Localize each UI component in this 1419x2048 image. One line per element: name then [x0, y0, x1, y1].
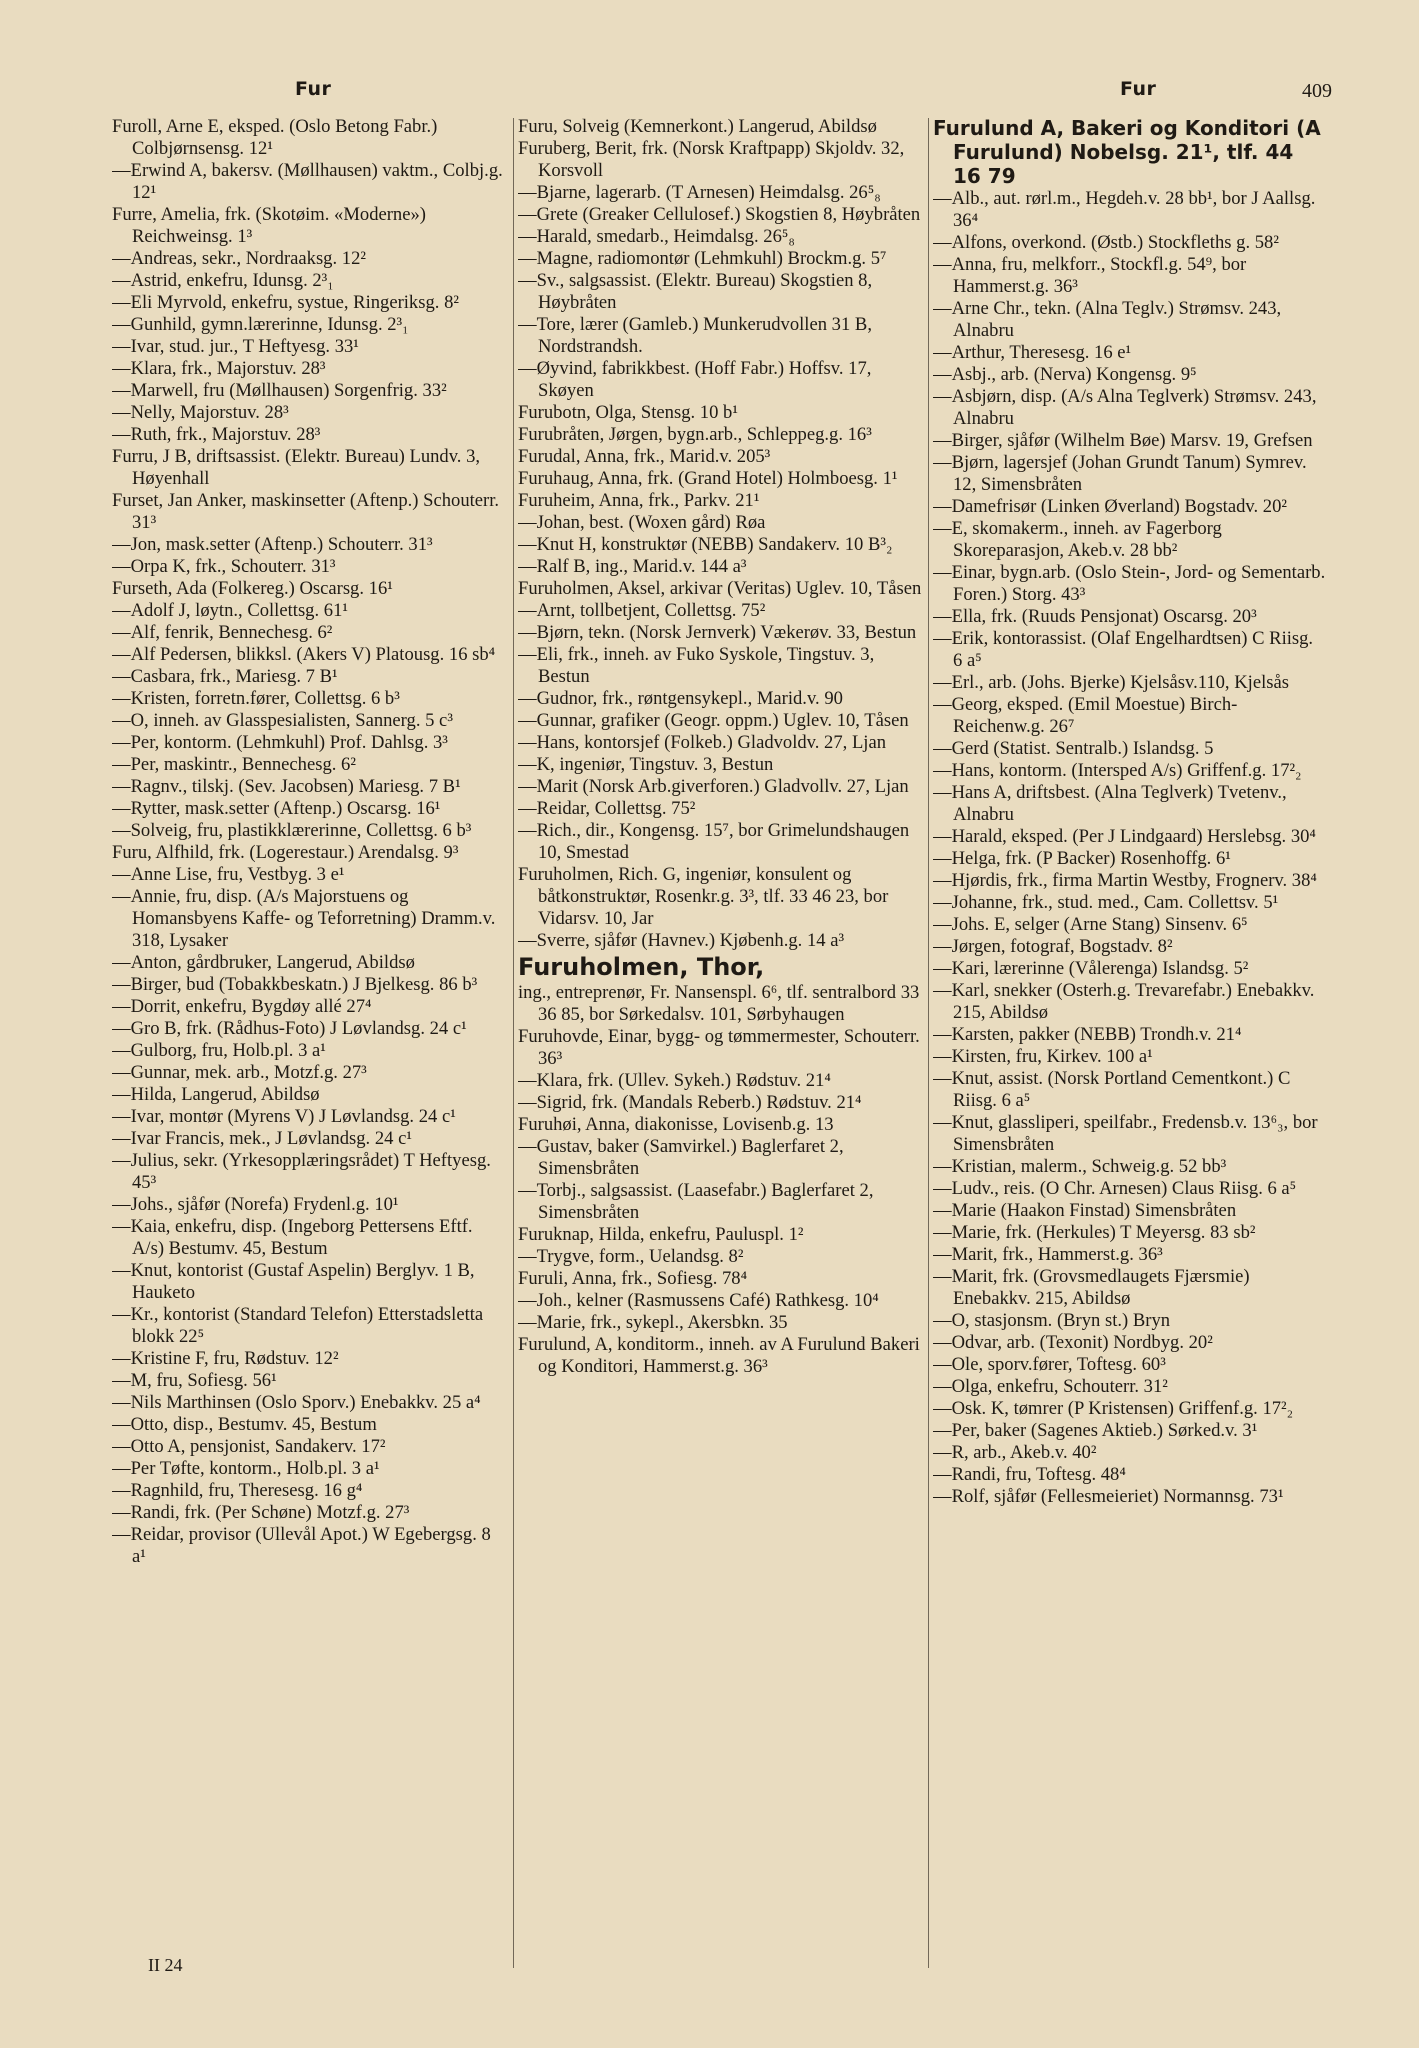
directory-entry: Furuli, Anna, frk., Sofiesg. 78⁴: [518, 1268, 748, 1289]
directory-entry: —Marie, frk. (Herkules) T Meyersg. 83 sb²: [933, 1222, 1256, 1243]
directory-entry: —Anna, fru, melkforr., Stockfl.g. 54⁹, bor Hammerst.g. 36³: [933, 254, 1247, 297]
directory-entry: —Otto A, pensjonist, Sandakerv. 17²: [112, 1436, 386, 1457]
directory-entry: —Gunnar, grafiker (Geogr. oppm.) Uglev. 10, Tåsen: [518, 710, 909, 731]
directory-entry: —Casbara, frk., Mariesg. 7 B¹: [112, 666, 338, 687]
directory-entry: —Sigrid, frk. (Mandals Reberb.) Rødstuv. 21⁴: [518, 1092, 862, 1113]
directory-entry: —Ella, frk. (Ruuds Pensjonat) Oscarsg. 20³: [933, 606, 1257, 627]
directory-entry: —Birger, sjåfør (Wilhelm Bøe) Marsv. 19, Grefsen: [933, 430, 1313, 451]
directory-entry: —Ragnhild, fru, Theresesg. 16 g⁴: [112, 1480, 363, 1501]
directory-entry: —Anton, gårdbruker, Langerud, Abildsø: [112, 952, 415, 973]
directory-entry: —Bjørn, tekn. (Norsk Jernverk) Vækerøv. 33, Bestun: [518, 622, 917, 643]
directory-entry: —Andreas, sekr., Nordraaksg. 12²: [112, 248, 366, 269]
directory-entry: —Johs., sjåfør (Norefa) Frydenl.g. 10¹: [112, 1194, 399, 1215]
directory-entry: —Knut, assist. (Norsk Portland Cementkont.) C Riisg. 6 a⁵: [933, 1068, 1291, 1111]
directory-entry: —Harald, eksped. (Per J Lindgaard) Herslebsg. 30⁴: [933, 826, 1316, 847]
directory-entry: —Klara, frk. (Ullev. Sykeh.) Rødstuv. 21⁴: [518, 1070, 831, 1091]
directory-entry: Furuholmen, Aksel, arkivar (Veritas) Uglev. 10, Tåsen: [518, 578, 922, 599]
directory-entry: Furuberg, Berit, frk. (Norsk Kraftpapp) Skjoldv. 32, Korsvoll: [518, 138, 905, 181]
directory-entry: —Johan, best. (Woxen gård) Røa: [518, 512, 766, 533]
directory-entry: Furubråten, Jørgen, bygn.arb., Schleppeg.g. 16³: [518, 424, 872, 445]
directory-entry: Furuholmen, Rich. G, ingeniør, konsulent og båtkonstruktør, Rosenkr.g. 3³, tlf. 33 46 23, bor Vidarsv. 10, Jar: [518, 864, 889, 929]
directory-entry: —Johanne, frk., stud. med., Cam. Collettsv. 5¹: [933, 892, 1279, 913]
directory-entry: Furuhovde, Einar, bygg- og tømmermester, Schouterr. 36³: [518, 1026, 920, 1069]
directory-entry: —Ragnv., tilskj. (Sev. Jacobsen) Mariesg. 7 B¹: [112, 776, 461, 797]
directory-entry: Furuhøi, Anna, diakonisse, Lovisenb.g. 13: [518, 1114, 834, 1135]
directory-entry: —Rolf, sjåfør (Fellesmeieriet) Normannsg. 73¹: [933, 1486, 1284, 1507]
directory-entry: —Marwell, fru (Møllhausen) Sorgenfrig. 33²: [112, 380, 447, 401]
footer-signature: II 24: [148, 1955, 183, 1975]
directory-entry: —Anne Lise, fru, Vestbyg. 3 e¹: [112, 864, 345, 885]
directory-entry: —Solveig, fru, plastikklærerinne, Collettsg. 6 b³: [112, 820, 472, 841]
running-header-left: Fur: [295, 78, 332, 100]
directory-entry: Furu, Alfhild, frk. (Logerestaur.) Arendalsg. 9³: [112, 842, 459, 863]
directory-entry: —Knut H, konstruktør (NEBB) Sandakerv. 10 B³₂: [518, 534, 893, 555]
directory-entry: —Marit, frk., Hammerst.g. 36³: [933, 1244, 1163, 1265]
directory-entry: —Kirsten, fru, Kirkev. 100 a¹: [933, 1046, 1153, 1067]
directory-entry: —Gerd (Statist. Sentralb.) Islandsg. 5: [933, 738, 1214, 759]
directory-entry: —Orpa K, frk., Schouterr. 31³: [112, 556, 336, 577]
directory-entry: —Alf Pedersen, blikksl. (Akers V) Platousg. 16 sb⁴: [112, 644, 496, 665]
directory-entry: —Klara, frk., Majorstuv. 28³: [112, 358, 326, 379]
directory-entry: Furudal, Anna, frk., Marid.v. 205³: [518, 446, 771, 467]
directory-entry: —Kristian, malerm., Schweig.g. 52 bb³: [933, 1156, 1227, 1177]
directory-entry: —Knut, glassliperi, speilfabr., Fredensb.v. 13⁶₃, bor Simensbråten: [933, 1112, 1318, 1155]
directory-entry: —R, arb., Akeb.v. 40²: [933, 1442, 1097, 1463]
directory-entry: —Arnt, tollbetjent, Collettsg. 75²: [518, 600, 766, 621]
directory-entry: Furset, Jan Anker, maskinsetter (Aftenp.) Schouterr. 31³: [112, 490, 500, 533]
directory-entry: —Jørgen, fotograf, Bogstadv. 8²: [933, 936, 1173, 957]
directory-entry: Furuholmen, Thor,: [518, 953, 765, 981]
directory-entry: —Julius, sekr. (Yrkesopplæringsrådet) T Heftyesg. 45³: [112, 1150, 491, 1193]
directory-entry: —Grete (Greaker Cellulosef.) Skogstien 8, Høybråten: [518, 204, 921, 225]
directory-entry: —Alb., aut. rørl.m., Hegdeh.v. 28 bb¹, bor J Aallsg. 36⁴: [933, 188, 1316, 231]
directory-entry: —Eli Myrvold, enkefru, systue, Ringeriksg. 8²: [112, 292, 459, 313]
directory-entry: —Alf, fenrik, Bennechesg. 6²: [112, 622, 333, 643]
directory-entry: —Randi, fru, Toftesg. 48⁴: [933, 1464, 1126, 1485]
directory-entry: —Arthur, Theresesg. 16 e¹: [933, 342, 1132, 363]
directory-entry: —Gunnar, mek. arb., Motzf.g. 27³: [112, 1062, 367, 1083]
directory-entry: —Reidar, Collettsg. 75²: [518, 798, 696, 819]
directory-entry: —Adolf J, løytn., Collettsg. 61¹: [112, 600, 348, 621]
directory-entry: Furoll, Arne E, eksped. (Oslo Betong Fabr.) Colbjørnsensg. 12¹: [112, 116, 438, 159]
directory-entry: —Gro B, frk. (Rådhus-Foto) J Løvlandsg. 24 c¹: [112, 1018, 467, 1039]
directory-entry: —Ole, sporv.fører, Toftesg. 60³: [933, 1354, 1166, 1375]
directory-entry: —K, ingeniør, Tingstuv. 3, Bestun: [518, 754, 774, 775]
directory-entry: —Marit, frk. (Grovsmedlaugets Fjærsmie) Enebakkv. 215, Abildsø: [933, 1266, 1250, 1309]
directory-entry: Furseth, Ada (Folkereg.) Oscarsg. 16¹: [112, 578, 393, 599]
column-divider: [513, 118, 514, 1968]
running-header-right: Fur: [1120, 78, 1157, 100]
directory-entry: —Trygve, form., Uelandsg. 8²: [518, 1246, 744, 1267]
directory-entry: —Reidar, provisor (Ullevål Apot.) W Egebergsg. 8 a¹: [112, 1524, 491, 1567]
directory-entry: —Damefrisør (Linken Øverland) Bogstadv. 20²: [933, 496, 1287, 517]
directory-entry: —Sv., salgsassist. (Elektr. Bureau) Skogstien 8, Høybråten: [518, 270, 873, 313]
directory-entry: —Odvar, arb. (Texonit) Nordbyg. 20²: [933, 1332, 1213, 1353]
directory-entry: —Asbjørn, disp. (A/s Alna Teglverk) Strømsv. 243, Alnabru: [933, 386, 1317, 429]
directory-entry: —M, fru, Sofiesg. 56¹: [112, 1370, 277, 1391]
directory-entry: —Ludv., reis. (O Chr. Arnesen) Claus Riisg. 6 a⁵: [933, 1178, 1297, 1199]
directory-entry: —Knut, kontorist (Gustaf Aspelin) Berglyv. 1 B, Hauketo: [112, 1260, 475, 1303]
directory-entry: —Ivar Francis, mek., J Løvlandsg. 24 c¹: [112, 1128, 412, 1149]
directory-entry: —Eli, frk., inneh. av Fuko Syskole, Tingstuv. 3, Bestun: [518, 644, 875, 687]
directory-entry: —Jon, mask.setter (Aftenp.) Schouterr. 31³: [112, 534, 433, 555]
directory-entry: —Ralf B, ing., Marid.v. 144 a³: [518, 556, 747, 577]
directory-entry: —Johs. E, selger (Arne Stang) Sinsenv. 6⁵: [933, 914, 1248, 935]
directory-entry: —Gustav, baker (Samvirkel.) Baglerfaret 2, Simensbråten: [518, 1136, 844, 1179]
directory-entry: Furu, Solveig (Kemnerkont.) Langerud, Abildsø: [518, 116, 877, 137]
directory-entry: —Erl., arb. (Johs. Bjerke) Kjelsåsv.110, Kjelsås: [933, 672, 1289, 693]
directory-entry: —Tore, lærer (Gamleb.) Munkerudvollen 31 B, Nordstrandsh.: [518, 314, 872, 357]
directory-entry: —Sverre, sjåfør (Havnev.) Kjøbenh.g. 14 a³: [518, 930, 845, 951]
directory-entry: —Per, kontorm. (Lehmkuhl) Prof. Dahlsg. 3³: [112, 732, 448, 753]
directory-entry: —Randi, frk. (Per Schøne) Motzf.g. 27³: [112, 1502, 410, 1523]
directory-entry: —Hans A, driftsbest. (Alna Teglverk) Tvetenv., Alnabru: [933, 782, 1287, 825]
directory-entry: —Birger, bud (Tobakkbeskatn.) J Bjelkesg. 86 b³: [112, 974, 478, 995]
directory-entry: —O, inneh. av Glasspesialisten, Sannerg. 5 c³: [112, 710, 453, 731]
directory-entry: —Hilda, Langerud, Abildsø: [112, 1084, 320, 1105]
directory-entry: ing., entreprenør, Fr. Nansenspl. 6⁶, tlf. sentralbord 33 36 85, bor Sørkedalsv. 101, Sørbyhaugen: [518, 982, 920, 1025]
directory-entry: —Bjarne, lagerarb. (T Arnesen) Heimdalsg. 26⁵₈: [518, 182, 881, 203]
directory-entry: —Kaia, enkefru, disp. (Ingeborg Pettersens Eftf. A/s) Bestumv. 45, Bestum: [112, 1216, 473, 1259]
directory-entry: —Helga, frk. (P Backer) Rosenhoffg. 6¹: [933, 848, 1231, 869]
directory-entry: —Kristine F, fru, Rødstuv. 12²: [112, 1348, 339, 1369]
column-3: [933, 116, 1326, 2006]
directory-entry: —Einar, bygn.arb. (Oslo Stein-, Jord- og Sementarb. Foren.) Storg. 43³: [933, 562, 1326, 605]
directory-entry: —Erwind A, bakersv. (Møllhausen) vaktm., Colbj.g. 12¹: [112, 160, 503, 203]
directory-entry: Furuknap, Hilda, enkefru, Pauluspl. 1²: [518, 1224, 804, 1245]
directory-entry: —Ruth, frk., Majorstuv. 28³: [112, 424, 321, 445]
directory-entry: Furulund, A, konditorm., inneh. av A Furulund Bakeri og Konditori, Hammerst.g. 36³: [518, 1334, 920, 1377]
directory-entry: —Karsten, pakker (NEBB) Trondh.v. 21⁴: [933, 1024, 1242, 1045]
directory-entry: —Annie, fru, disp. (A/s Majorstuens og Homansbyens Kaffe- og Teforretning) Dramm.v. 318, Lysaker: [112, 886, 496, 951]
directory-entry: —Harald, smedarb., Heimdalsg. 26⁵₈: [518, 226, 795, 247]
directory-entry: —Karl, snekker (Osterh.g. Trevarefabr.) Enebakkv. 215, Abildsø: [933, 980, 1315, 1023]
directory-entry: —Torbj., salgsassist. (Laasefabr.) Baglerfaret 2, Simensbråten: [518, 1180, 874, 1223]
directory-entry: —Marie, frk., sykepl., Akersbkn. 35: [518, 1312, 788, 1333]
directory-entry: —Alfons, overkond. (Østb.) Stockfleths g. 58²: [933, 232, 1279, 253]
directory-entry: —Otto, disp., Bestumv. 45, Bestum: [112, 1414, 377, 1435]
directory-entry: —Joh., kelner (Rasmussens Café) Rathkesg. 10⁴: [518, 1290, 879, 1311]
directory-entry: Furubotn, Olga, Stensg. 10 b¹: [518, 402, 738, 423]
directory-entry: —Gudnor, frk., røntgensykepl., Marid.v. 90: [518, 688, 843, 709]
directory-entry: —Rich., dir., Kongensg. 15⁷, bor Grimelundshaugen 10, Smestad: [518, 820, 910, 863]
directory-entry: —Georg, eksped. (Emil Moestue) Birch-Reichenw.g. 26⁷: [933, 694, 1238, 737]
directory-entry: —Asbj., arb. (Nerva) Kongensg. 9⁵: [933, 364, 1197, 385]
column-2: [518, 116, 923, 2006]
directory-entry: Furuheim, Anna, frk., Parkv. 21¹: [518, 490, 760, 511]
directory-entry: —Ivar, montør (Myrens V) J Løvlandsg. 24 c¹: [112, 1106, 456, 1127]
directory-entry: —Per, baker (Sagenes Aktieb.) Sørked.v. 3¹: [933, 1420, 1258, 1441]
directory-entry: —Hjørdis, frk., firma Martin Westby, Frognerv. 38⁴: [933, 870, 1317, 891]
directory-entry: —Per Tøfte, kontorm., Holb.pl. 3 a¹: [112, 1458, 380, 1479]
directory-entry: —Osk. K, tømrer (P Kristensen) Griffenf.g. 17²₂: [933, 1398, 1294, 1419]
directory-entry: —Astrid, enkefru, Idunsg. 2³₁: [112, 270, 334, 291]
directory-entry: —Bjørn, lagersjef (Johan Grundt Tanum) Symrev. 12, Simensbråten: [933, 452, 1307, 495]
directory-entry: —Gunhild, gymn.lærerinne, Idunsg. 2³₁: [112, 314, 409, 335]
directory-entry: —Erik, kontorassist. (Olaf Engelhardtsen) C Riisg. 6 a⁵: [933, 628, 1314, 671]
directory-entry: —Kristen, forretn.fører, Collettsg. 6 b³: [112, 688, 400, 709]
directory-entry: —Magne, radiomontør (Lehmkuhl) Brockm.g. 5⁷: [518, 248, 887, 269]
directory-entry: —Dorrit, enkefru, Bygdøy allé 27⁴: [112, 996, 372, 1017]
directory-entry: —Marit (Norsk Arb.giverforen.) Gladvollv. 27, Ljan: [518, 776, 909, 797]
directory-entry: —O, stasjonsm. (Bryn st.) Bryn: [933, 1310, 1171, 1331]
directory-entry: —Kr., kontorist (Standard Telefon) Etterstadsletta blokk 22⁵: [112, 1304, 484, 1347]
directory-entry: Furru, J B, driftsassist. (Elektr. Bureau) Lundv. 3, Høyenhall: [112, 446, 481, 489]
directory-entry: —Ivar, stud. jur., T Heftyesg. 33¹: [112, 336, 359, 357]
directory-entry: —Hans, kontorsjef (Folkeb.) Gladvoldv. 27, Ljan: [518, 732, 887, 753]
directory-entry: Furuhaug, Anna, frk. (Grand Hotel) Holmboesg. 1¹: [518, 468, 898, 489]
column-divider: [928, 118, 929, 1968]
directory-entry: —Rytter, mask.setter (Aftenp.) Oscarsg. 16¹: [112, 798, 441, 819]
directory-entry: —Nils Marthinsen (Oslo Sporv.) Enebakkv. 25 a⁴: [112, 1392, 481, 1413]
directory-entry: Furre, Amelia, frk. (Skotøim. «Moderne») Reichweinsg. 1³: [112, 204, 426, 247]
directory-entry: —Kari, lærerinne (Vålerenga) Islandsg. 5²: [933, 958, 1249, 979]
directory-entry: —Øyvind, fabrikkbest. (Hoff Fabr.) Hoffsv. 17, Skøyen: [518, 358, 872, 401]
directory-entry: —Olga, enkefru, Schouterr. 31²: [933, 1376, 1168, 1397]
directory-entry: —Arne Chr., tekn. (Alna Teglv.) Strømsv. 243, Alnabru: [933, 298, 1282, 341]
directory-entry: —E, skomakerm., inneh. av Fagerborg Skoreparasjon, Akeb.v. 28 bb²: [933, 518, 1222, 561]
directory-entry: —Gulborg, fru, Holb.pl. 3 a¹: [112, 1040, 326, 1061]
column-1: [112, 116, 507, 2006]
directory-entry: —Marie (Haakon Finstad) Simensbråten: [933, 1200, 1237, 1221]
page-number: 409: [1302, 80, 1332, 102]
directory-entry: —Per, maskintr., Bennechesg. 6²: [112, 754, 356, 775]
directory-entry: Furulund A, Bakeri og Konditori (A Furulund) Nobelsg. 21¹, tlf. 44 16 79: [933, 116, 1321, 188]
directory-entry: —Hans, kontorm. (Intersped A/s) Griffenf.g. 17²₂: [933, 760, 1302, 781]
directory-entry: —Nelly, Majorstuv. 28³: [112, 402, 289, 423]
